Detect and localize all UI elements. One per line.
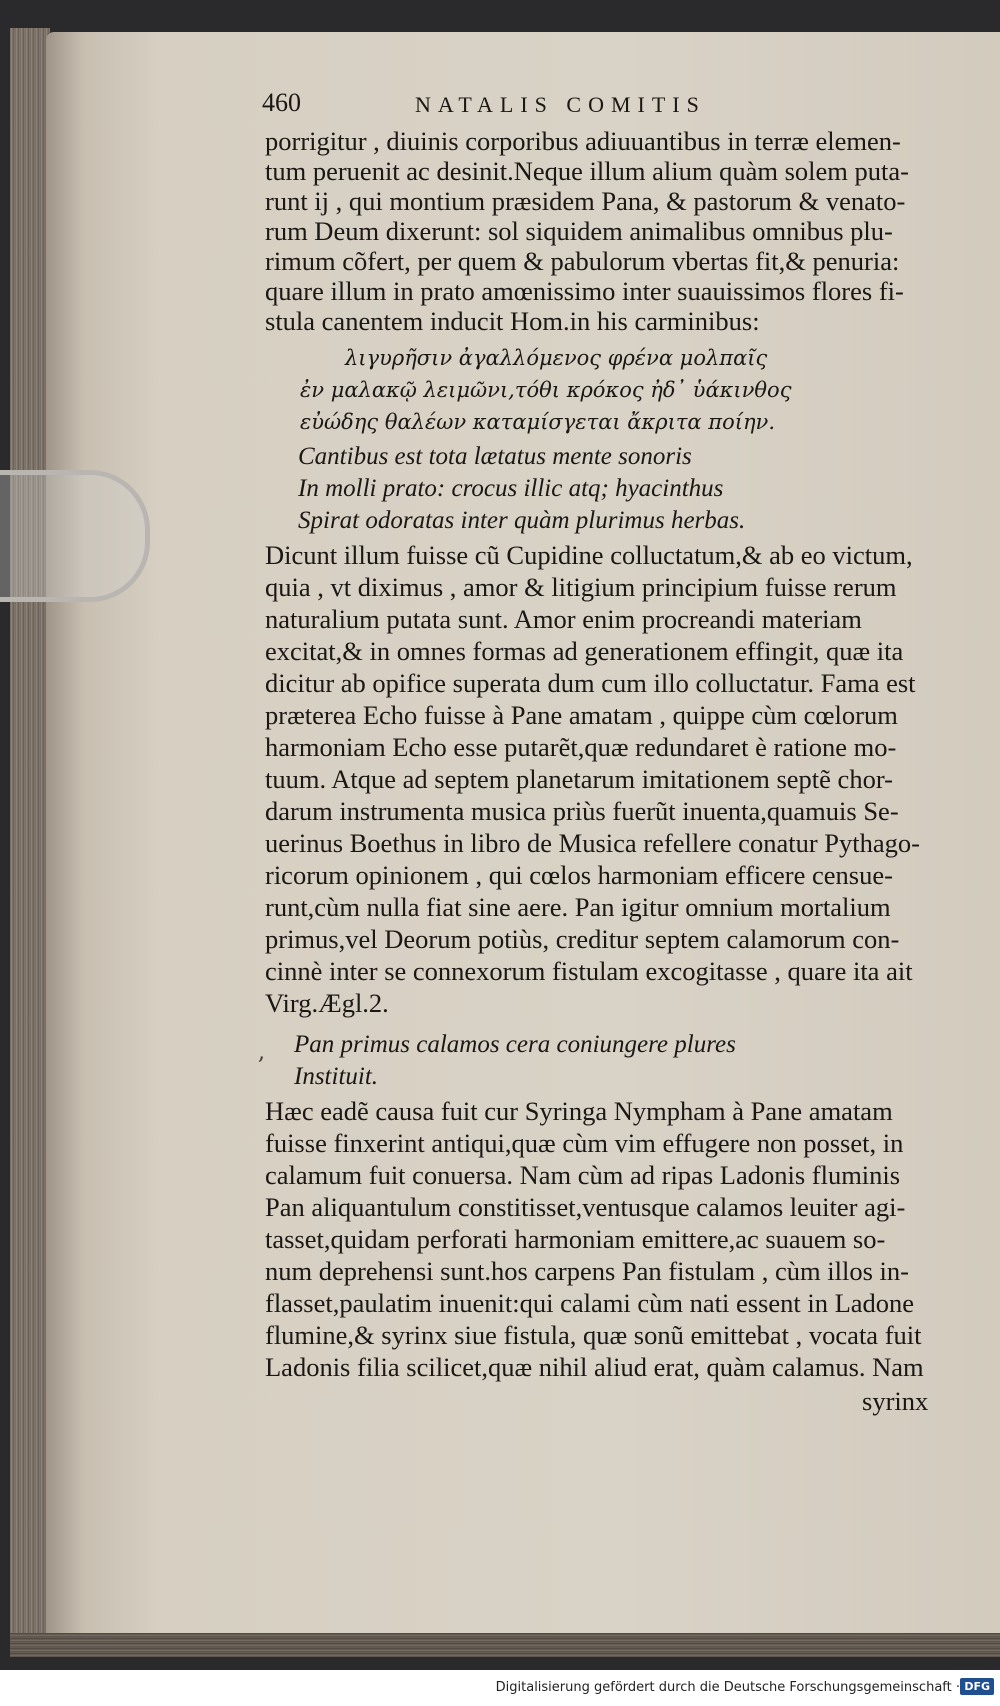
text-line: tuum. Atque ad septem planetarum imitationem septẽ chor- [265,764,893,794]
text-line: Pan aliquantulum constitisset,ventusque calamos leuiter agi- [265,1192,906,1222]
latin-verse: Cantibus est tota lætatus mente sonoris [298,443,692,470]
text-line: excitat,& in omnes formas ad generationem effingit, quæ ita [265,636,904,666]
text-line: primus,vel Deorum potiùs, creditur septem calamorum con- [265,924,900,954]
text-line: Virg.Ægl.2. [265,988,389,1018]
funding-notice: Digitalisierung gefördert durch die Deutsche Forschungsgemeinschaft · [495,1680,960,1695]
text-line: rum Deum dixerunt: sol siquidem animalibus omnibus plu- [265,216,893,246]
greek-verse: ἐν μαλακῷ λειμῶνι,τόθι κρόκος ἠδ᾽ ὑάκινθος [300,378,792,402]
text-line: rimum cõfert, per quem & pabulorum vbertas fit,& penuria: [265,246,900,276]
text-line: num deprehensi sunt.hos carpens Pan fistulam , cùm illos in- [265,1256,909,1286]
catchword: syrinx [862,1386,929,1416]
text-line: quare illum in prato amœnissimo inter suauissimos flores fi- [265,276,904,306]
text-line: calamum fuit conuersa. Nam cùm ad ripas Ladonis fluminis [265,1160,901,1190]
dfg-logo-icon: DFG [960,1678,994,1695]
text-line: dicitur ab opifice superata dum cum illo colluctatur. Fama est [265,668,916,698]
margin-mark: , [258,1040,265,1065]
text-line: flumine,& syrinx siue fistula, quæ sonũ emittebat , vocata fuit [265,1320,922,1350]
text-line: uerinus Boethus in libro de Musica refellere conatur Pythago- [265,828,920,858]
virgil-verse: Instituit. [294,1063,379,1090]
page-clip [0,470,150,602]
text-line: tasset,quidam perforati harmoniam emittere,ac suauem so- [265,1224,886,1254]
running-title: NATALIS COMITIS [415,92,706,117]
text-line: ricorum opinionem , qui cœlos harmoniam efficere censue- [265,860,893,890]
text-line: stula canentem inducit Hom.in his carminibus: [265,306,760,336]
text-line: tum peruenit ac desinit.Neque illum alium quàm solem puta- [265,156,909,186]
footer-bar [0,1670,1000,1706]
text-line: Ladonis filia scilicet,quæ nihil aliud erat, quàm calamus. Nam [265,1352,924,1382]
text-line: præterea Echo fuisse à Pane amatam , quippe cùm cœlorum [265,700,898,730]
virgil-verse: Pan primus calamos cera coniungere plures [294,1031,736,1058]
latin-verse: Spirat odoratas inter quàm plurimus herbas. [298,507,746,534]
text-line: Hæc eadẽ causa fuit cur Syringa Nympham à Pane amatam [265,1096,893,1126]
text-line: runt,cùm nulla fiat sine aere. Pan igitur omnium mortalium [265,892,891,922]
text-line: quia , vt diximus , amor & litigium principium fuisse rerum [265,572,897,602]
text-line: naturalium putata sunt. Amor enim procreandi materiam [265,604,862,634]
latin-verse: In molli prato: crocus illic atq; hyacinthus [298,475,724,502]
text-line: flasset,paulatim inuenit:qui calami cùm nati essent in Ladone [265,1288,915,1318]
greek-verse: λιγυρῆσιν ἀγαλλόμενος φρένα μολπαῖς [345,346,768,370]
text-line: cinnè inter se connexorum fistulam excogitasse , quare ita ait [265,956,913,986]
text-line: harmoniam Echo esse putarẽt,quæ redundaret è ratione mo- [265,732,897,762]
page-bottom-edge [10,1633,1000,1657]
text-line: porrigitur , diuinis corporibus adiuuantibus in terræ elemen- [265,126,901,156]
greek-verse: εὐώδης θαλέων καταμίσγεται ἄκριτα ποίην. [300,410,775,434]
text-line: darum instrumenta musica priùs fuerũt inuenta,quamuis Se- [265,796,899,826]
page-stack-edge [10,28,50,1653]
text-line: Dicunt illum fuisse cũ Cupidine colluctatum,& ab eo victum, [265,540,913,570]
text-line: fuisse finxerint antiqui,quæ cùm vim effugere non posset, in [265,1128,904,1158]
text-line: runt ij , qui montium præsidem Pana, & pastorum & venato- [265,186,906,216]
page-number: 460 [262,88,301,117]
